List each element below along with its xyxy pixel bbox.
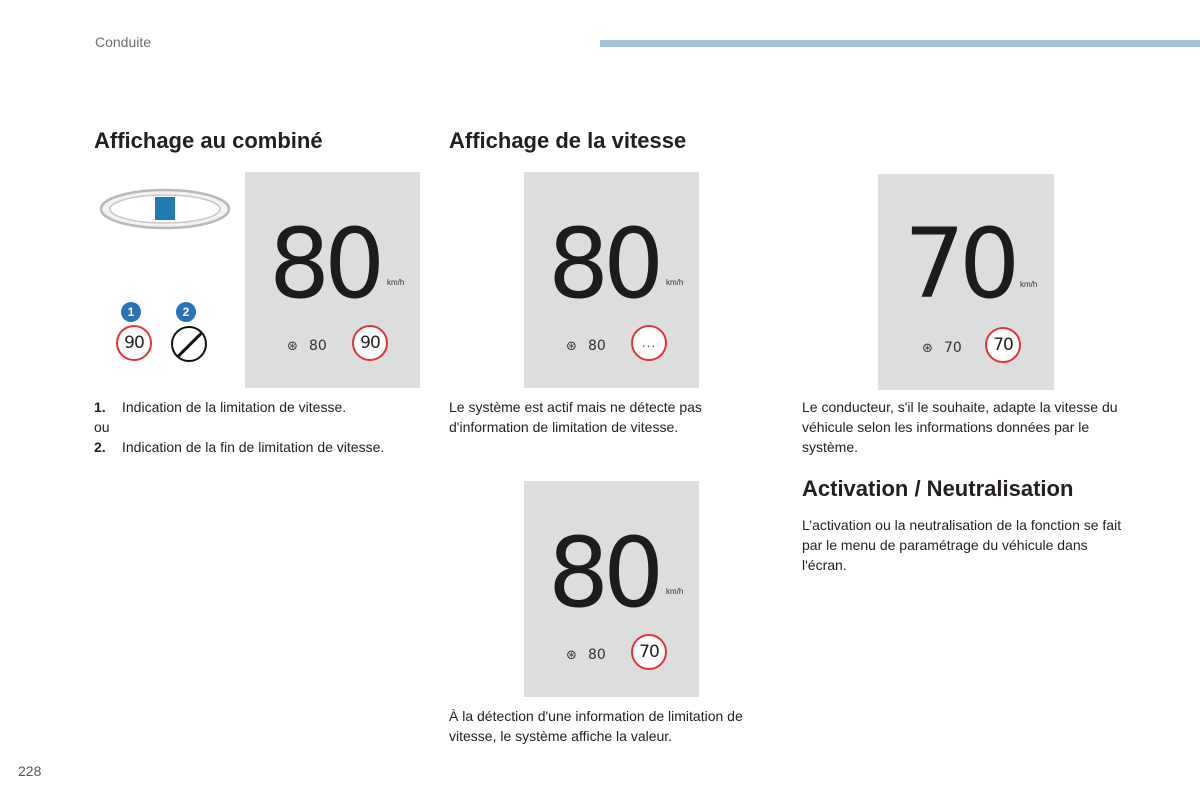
memorized-speed: 80 [309, 338, 327, 354]
speed-unit: km/h [1020, 280, 1038, 289]
badge-1: 1 [121, 302, 141, 322]
list-item [94, 397, 424, 417]
speed-unit: km/h [666, 278, 684, 287]
speed-limit-sign-90: 90 [116, 325, 152, 361]
memorized-speed: 70 [944, 340, 962, 356]
current-speed: 70 [904, 208, 1015, 320]
speed-memory-icon: ⊛ [287, 338, 298, 353]
memorized-speed: 80 [588, 647, 606, 663]
caption-detection: À la détection d'une information de limitation de vitesse, le système affiche la valeur. [449, 708, 743, 744]
speed-display-panel-4 [524, 481, 699, 697]
heading-activation: Activation / Neutralisation [802, 476, 1074, 501]
speed-memory-icon: ⊛ [922, 340, 933, 355]
memorized-speed: 80 [588, 338, 606, 354]
speed-limit-sign-empty: ... [631, 325, 667, 361]
caption-no-info: Le système est actif mais ne détecte pas d'information de limitation de vitesse. [449, 399, 702, 435]
list-item-text: Indication de la limitation de vitesse. [122, 399, 347, 415]
list-separator-text: ou [94, 419, 110, 435]
speed-limit-sign: 70 [985, 327, 1021, 363]
speed-display-panel-3 [878, 174, 1054, 390]
heading-affichage-vitesse: Affichage de la vitesse [449, 128, 687, 153]
heading-affichage-combine: Affichage au combiné [94, 128, 323, 153]
activation-text: L’activation ou la neutralisation de la fonction se fait par le menu de paramétrage du véhicule dans l'écran. [802, 517, 1122, 573]
page-number: 228 [18, 763, 42, 779]
speed-display-panel-2 [524, 172, 699, 388]
current-speed: 80 [269, 208, 380, 320]
instrument-cluster-icon [98, 186, 232, 232]
combine-legend-list [94, 397, 424, 457]
speed-limit-sign: 70 [631, 634, 667, 670]
speed-memory-icon: ⊛ [566, 647, 577, 662]
current-speed: 80 [548, 517, 659, 629]
list-item-text: Indication de la fin de limitation de vitesse. [122, 439, 385, 455]
speed-limit-sign: 90 [352, 325, 388, 361]
list-item-number: 1. [94, 399, 106, 415]
badge-2: 2 [176, 302, 196, 322]
end-of-limit-sign-icon [171, 326, 207, 362]
speed-memory-icon: ⊛ [566, 338, 577, 353]
current-speed: 80 [548, 208, 659, 320]
section-label: Conduite [95, 34, 152, 50]
speed-unit: km/h [666, 587, 684, 596]
speed-unit: km/h [387, 278, 405, 287]
caption-driver: Le conducteur, s'il le souhaite, adapte la vitesse du véhicule selon les informations données par le système. [802, 399, 1118, 455]
speed-display-panel-1 [245, 172, 420, 388]
list-item [94, 437, 424, 457]
list-item-number: 2. [94, 439, 106, 455]
header-accent-bar [600, 40, 1200, 47]
